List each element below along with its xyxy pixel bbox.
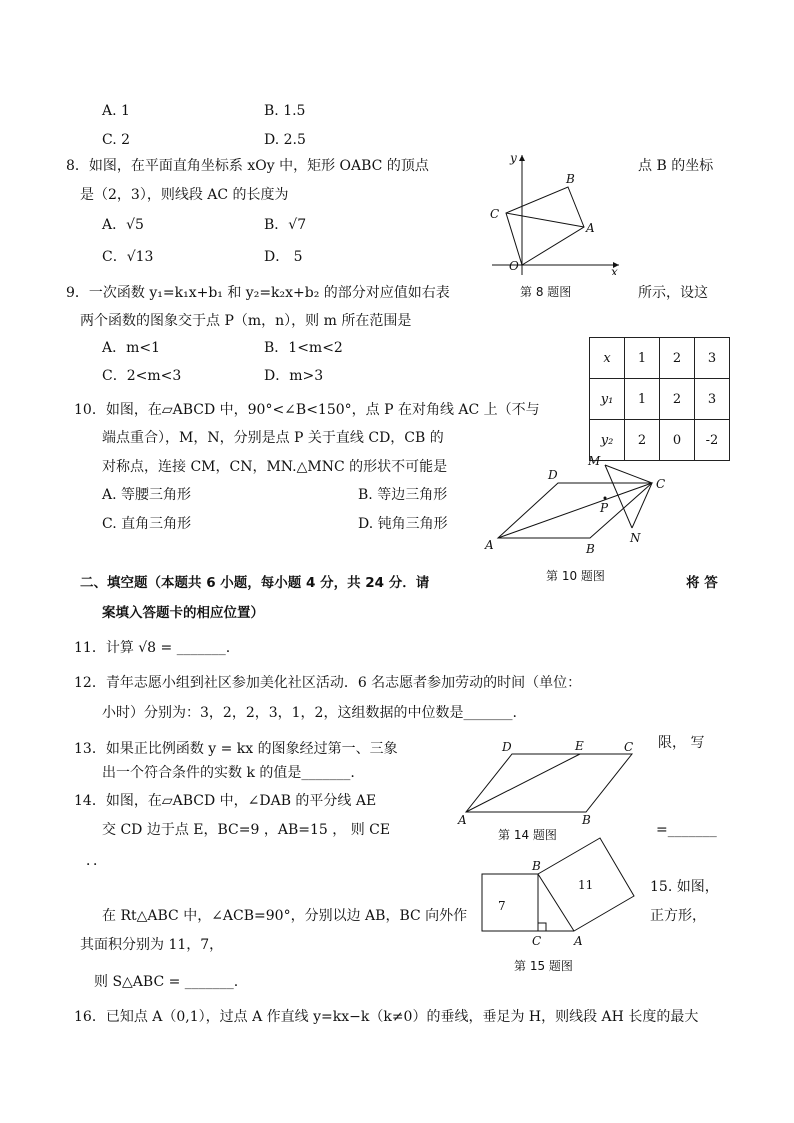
q15-stem-line1: 在 Rt△ABC 中，∠ACB=90°，分别以边 AB，BC 向外作 xyxy=(102,908,468,924)
table-cell: 3 xyxy=(695,379,730,420)
q7-option-d: D. 2.5 xyxy=(264,132,306,148)
q15-small-area: 7 xyxy=(498,899,506,913)
q14-figure xyxy=(456,736,646,828)
q8-figure xyxy=(484,150,624,275)
q7-option-a: A. 1 xyxy=(102,103,130,119)
q9-stem-line2: 两个函数的图象交于点 P（m，n），则 m 所在范围是 xyxy=(80,313,412,329)
q8-stem-line1-tail: 点 B 的坐标 xyxy=(638,158,714,174)
table-cell: 3 xyxy=(695,338,730,379)
q10-stem-line3: 对称点，连接 CM，CN，MN.△MNC 的形状不可能是 xyxy=(102,459,448,475)
section2-heading-line2: 案填入答题卡的相应位置） xyxy=(102,605,264,621)
q14-label-d: D xyxy=(502,740,512,754)
q14-label-b: B xyxy=(582,813,591,827)
q10-label-a: A xyxy=(485,538,494,552)
table-cell: x xyxy=(590,338,625,379)
q15-caption: 第 15 题图 xyxy=(514,959,573,973)
q14-label-c: C xyxy=(624,740,634,754)
q9-stem-line1-tail: 所示，设这 xyxy=(638,285,708,301)
table-cell: 1 xyxy=(625,338,660,379)
q13-stem-line1-tail: 限， 写 xyxy=(658,735,705,751)
q12-stem-line2: 小时）分别为：3，2，2，3，1，2，这组数据的中位数是_______. xyxy=(102,705,517,721)
q8-label-x: x xyxy=(611,265,618,275)
q14-label-a: A xyxy=(458,813,467,827)
q8-option-a: A．√5 xyxy=(102,217,144,233)
q13-stem-line1: 13．如果正比例函数 y = kx 的图象经过第一、三象 xyxy=(74,741,398,757)
q15-stem-line3: 则 S△ABC = _______. xyxy=(94,974,239,990)
q15-label-b: B xyxy=(532,859,541,873)
q8-label-a: A xyxy=(586,221,595,235)
q15-big-area: 11 xyxy=(578,878,594,892)
q9-stem-line1: 9．一次函数 y₁=k₁x+b₁ 和 y₂=k₂x+b₂ 的部分对应值如右表 xyxy=(66,285,450,301)
table-cell: 0 xyxy=(660,420,695,461)
q14-stem-line2: 交 CD 边于点 E，BC=9 ，AB=15 ， 则 CE xyxy=(102,822,391,838)
q13-stem-line2: 出一个符合条件的实数 k 的值是_______. xyxy=(102,765,355,781)
q7-option-b: B. 1.5 xyxy=(264,103,306,119)
table-cell: 2 xyxy=(660,379,695,420)
table-row xyxy=(590,338,730,379)
section2-heading-line1: 二、填空题（本题共 6 小题，每小题 4 分，共 24 分．请 xyxy=(80,575,430,591)
table-cell: 2 xyxy=(660,338,695,379)
q8-option-b: B．√7 xyxy=(264,217,307,233)
q9-option-b: B．1<m<2 xyxy=(264,340,343,356)
q12-stem-line1: 12．青年志愿小组到社区参加美化社区活动．6 名志愿者参加劳动的时间（单位： xyxy=(74,675,582,691)
q9-value-table xyxy=(589,337,730,461)
q14-caption: 第 14 题图 xyxy=(498,828,557,842)
q10-stem-line2: 端点重合），M，N，分别是点 P 关于直线 CD，CB 的 xyxy=(102,430,444,446)
q9-option-d: D．m>3 xyxy=(264,368,324,384)
q8-caption: 第 8 题图 xyxy=(520,285,572,299)
q14-stem-line2-tail: =_______ xyxy=(656,822,717,838)
q8-label-o: O xyxy=(509,259,519,273)
q10-label-b: B xyxy=(586,542,595,556)
table-cell: 1 xyxy=(625,379,660,420)
q10-option-b: B. 等边三角形 xyxy=(358,487,448,503)
q14-stem-line3: ．． xyxy=(86,853,107,869)
q10-figure xyxy=(480,450,670,560)
q10-label-d: D xyxy=(548,468,558,482)
table-cell: y₁ xyxy=(590,379,625,420)
q8-option-c: C．√13 xyxy=(102,249,154,265)
q14-stem-line1: 14．如图，在▱ABCD 中，∠DAB 的平分线 AE xyxy=(74,793,377,809)
q7-option-c: C. 2 xyxy=(102,132,131,148)
q10-option-a: A. 等腰三角形 xyxy=(102,487,192,503)
table-cell: y₂ xyxy=(590,420,625,461)
q15-figure xyxy=(474,832,644,950)
q11-text: 11．计算 √8 = _______. xyxy=(74,640,231,656)
q10-label-n: N xyxy=(630,531,641,545)
q8-stem-line2: 是（2，3），则线段 AC 的长度为 xyxy=(80,187,289,203)
q15-stem-line1-tail: 正方形， xyxy=(650,908,706,924)
q9-option-a: A．m<1 xyxy=(102,340,161,356)
q10-caption: 第 10 题图 xyxy=(546,569,605,583)
q8-option-d: D． 5 xyxy=(264,249,303,265)
q15-label-c: C xyxy=(532,934,542,948)
q14-label-e: E xyxy=(575,739,584,753)
q10-stem-line1: 10．如图，在▱ABCD 中，90°<∠B<150°，点 P 在对角线 AC 上（不与 xyxy=(74,402,540,418)
q10-option-c: C. 直角三角形 xyxy=(102,516,192,532)
section2-heading-line1-tail: 将 答 xyxy=(686,575,718,591)
q8-label-b: B xyxy=(566,172,575,186)
q10-label-p: P xyxy=(600,501,609,515)
q15-lead: 15. 如图， xyxy=(650,879,719,895)
q16-stem-line1: 16．已知点 A（0,1），过点 A 作直线 y=kx−k（k≠0）的垂线，垂足为 H，则线段 AH 长度的最大 xyxy=(74,1009,699,1025)
q15-label-a: A xyxy=(574,934,583,948)
q10-option-d: D. 钝角三角形 xyxy=(358,516,448,532)
table-cell: 2 xyxy=(625,420,660,461)
q8-label-c: C xyxy=(490,207,500,221)
q10-label-m: M xyxy=(588,454,601,468)
table-cell: -2 xyxy=(695,420,730,461)
q8-label-y: y xyxy=(510,151,517,165)
q10-label-c: C xyxy=(656,477,666,491)
table-row xyxy=(590,379,730,420)
q9-option-c: C．2<m<3 xyxy=(102,368,182,384)
q8-stem-line1: 8．如图，在平面直角坐标系 xOy 中，矩形 OABC 的顶点 xyxy=(66,158,429,174)
q15-stem-line2: 其面积分别为 11，7， xyxy=(80,937,224,953)
